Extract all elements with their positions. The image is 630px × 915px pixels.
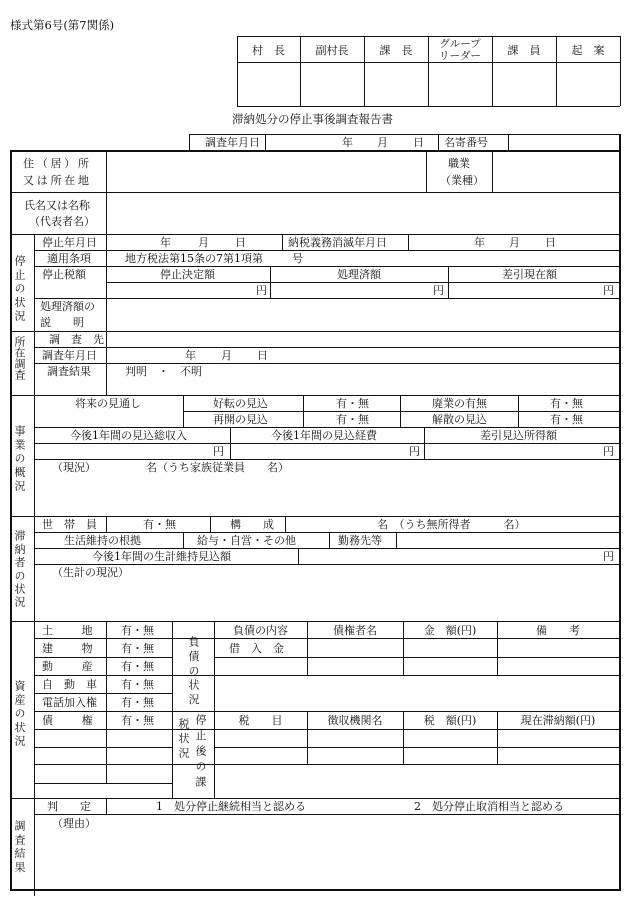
form-number: 様式第6号(第7関係)	[10, 18, 115, 32]
debt-content-header: 負債の内容	[233, 624, 288, 637]
debt-section-label: 負債の状況	[187, 636, 200, 708]
survey-year: 年	[342, 136, 353, 149]
address-label: 住（居）所	[23, 157, 92, 170]
living-estimate-label: 今後1年間の生計維持見込額	[92, 550, 231, 563]
stop-section-label: 停止の状況	[13, 255, 26, 324]
stop-day: 日	[235, 236, 246, 249]
processed-explanation-label: 処理済額の	[40, 300, 95, 313]
livelihood-basis-value: 給与・自営・その他	[197, 534, 296, 547]
tax-amount-header: 税 額(円)	[423, 714, 477, 727]
yen-6: 円	[603, 445, 614, 458]
collector-header: 徴収機関名	[327, 714, 383, 727]
occupation-label: 職業	[448, 157, 470, 170]
restart-yesno: 有・無	[336, 413, 369, 426]
extinct-day: 日	[545, 236, 556, 249]
address-label-2: 又は所在地	[23, 174, 92, 187]
judgement-label: 判 定	[47, 800, 91, 813]
improve-yesno: 有・無	[336, 397, 369, 410]
page-title: 滞納処分の停止事後調査報告書	[232, 112, 393, 126]
income-header: 今後1年間の見込総収入	[70, 429, 187, 442]
survey-day: 日	[413, 136, 424, 149]
survey-date-label-2: 調査年月日	[42, 349, 97, 362]
name-label-2: （代表者名）	[29, 215, 95, 228]
name-label: 氏名又は名称	[24, 199, 90, 212]
debtor-section-label: 滞納者の状況	[13, 530, 26, 610]
outlook-label: 将来の見通し	[75, 397, 141, 410]
debt-remarks-header: 備 考	[536, 624, 580, 637]
extinct-month: 月	[509, 236, 520, 249]
household-yesno: 有・無	[143, 518, 176, 531]
asset-land: 土 地	[42, 624, 95, 637]
stop-amount-label: 停止税額	[42, 268, 86, 281]
yen-4: 円	[213, 445, 224, 458]
workplace-label: 勤務先等	[338, 534, 382, 547]
creditor-header: 債権者名	[333, 624, 377, 637]
yen-1: 円	[256, 284, 267, 297]
improve-label: 好転の見込	[213, 397, 268, 410]
survey-place-label: 調 査 先	[49, 333, 104, 346]
business-present-label: （現況）	[52, 461, 96, 474]
approval-drafter: 起 案	[571, 44, 605, 57]
debt-amount-header: 金 額(円)	[423, 624, 477, 637]
result-section-label: 調査結果	[13, 820, 26, 875]
expense-header: 今後1年間の見込経費	[271, 429, 377, 442]
tax-section-label: 税状況	[177, 718, 190, 761]
survey-result-value: 判明 ・ 不明	[125, 365, 202, 378]
locate-section-label: 所在調査	[13, 336, 26, 380]
law-text: 地方税法第15条の7第1項第	[125, 252, 263, 265]
assets-section-label: 資産の状況	[13, 680, 26, 749]
stop-decided-amount-header: 停止決定額	[160, 268, 215, 281]
reason-label: （理由）	[52, 817, 96, 830]
dissolve-label: 解散の見込	[432, 413, 487, 426]
closure-yesno: 有・無	[550, 397, 583, 410]
approval-group-leader: グループ リーダー	[439, 38, 481, 63]
yen-5: 円	[409, 445, 420, 458]
living-present-label: （生計の現況）	[52, 566, 129, 579]
tax-item-header: 税 目	[238, 714, 283, 727]
debt-loan-label: 借 入 金	[229, 642, 284, 655]
processed-amount-header: 処理済額	[337, 268, 381, 281]
household-label: 世 帯 員	[42, 518, 97, 531]
phone-yesno: 有・無	[121, 696, 154, 709]
movables-yesno: 有・無	[121, 660, 154, 673]
stop-year: 年	[160, 236, 171, 249]
asset-car: 自 動 車	[42, 678, 97, 691]
receivables-yesno: 有・無	[121, 714, 154, 727]
dissolve-yesno: 有・無	[550, 413, 583, 426]
extinct-date-label: 納税義務消滅年月日	[288, 236, 387, 249]
profit-header: 差引見込所得額	[480, 429, 557, 442]
asset-movables: 動 産	[42, 660, 95, 673]
land-yesno: 有・無	[121, 624, 154, 637]
building-yesno: 有・無	[121, 642, 154, 655]
locate-day: 日	[257, 349, 268, 362]
livelihood-basis-label: 生活維持の根拠	[64, 534, 141, 547]
judgement-option-cancel: 2 処分停止取消相当と認める	[414, 800, 564, 813]
extinct-year: 年	[474, 236, 485, 249]
business-section-label: 事業の概況	[13, 425, 26, 494]
stop-month: 月	[198, 236, 209, 249]
approval-staff: 課 員	[507, 44, 541, 57]
asset-phone-right: 電話加入権	[42, 696, 97, 709]
approval-section-chief: 課 長	[379, 44, 413, 57]
survey-month: 月	[377, 136, 388, 149]
judgement-option-continue: 1 処分停止継続相当と認める	[156, 800, 306, 813]
survey-date-label: 調査年月日	[205, 136, 260, 149]
asset-building: 建 物	[42, 642, 95, 655]
yen-2: 円	[433, 284, 444, 297]
law-number-unit: 号	[292, 252, 303, 265]
law-label: 適用条項	[47, 252, 91, 265]
members-label: 名 （うち無所得者 名）	[377, 518, 526, 531]
stop-date-label: 停止年月日	[42, 236, 97, 249]
yen-3: 円	[603, 284, 614, 297]
locate-year: 年	[185, 349, 196, 362]
restart-label: 再開の見込	[213, 413, 268, 426]
occupation-label-2: （業種）	[440, 174, 484, 187]
asset-receivables: 債 権	[42, 714, 95, 727]
approval-deputy-head: 副村長	[315, 44, 349, 57]
car-yesno: 有・無	[121, 678, 154, 691]
approval-village-head: 村 長	[252, 44, 285, 57]
composition-label: 構 成	[230, 518, 274, 531]
closure-label: 廃業の有無	[432, 397, 487, 410]
locate-month: 月	[221, 349, 232, 362]
current-arrears-header: 現在滞納額(円)	[520, 714, 596, 727]
yen-7: 円	[603, 550, 614, 563]
remaining-amount-header: 差引現在額	[502, 268, 557, 281]
survey-result-label: 調査結果	[47, 365, 91, 378]
employees-label: 名（うち家族従業員 名）	[146, 461, 289, 474]
name-number-label: 名寄番号	[444, 136, 488, 149]
tax-section-label-2: 停止後の課	[194, 714, 207, 791]
processed-explanation-label-2: 説 明	[40, 316, 84, 329]
